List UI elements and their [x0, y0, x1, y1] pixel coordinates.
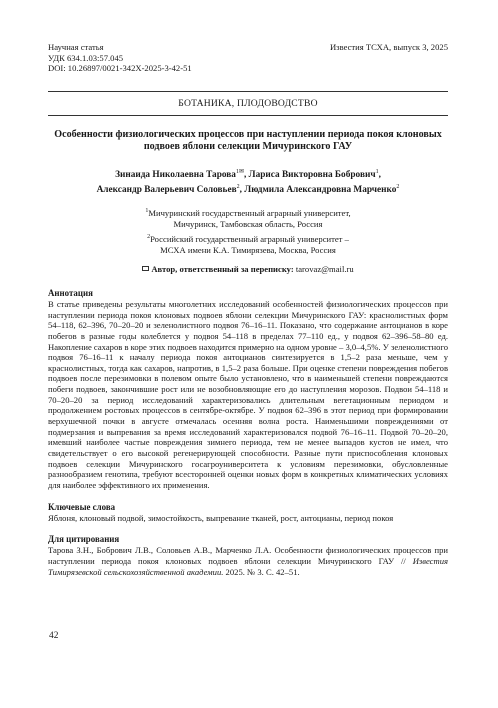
author-affiliation-mark: 2	[396, 184, 400, 191]
author-name: Александр Валерьевич Соловьев	[96, 185, 237, 196]
author-list: Зинаида Николаевна Тарова$^{1✉}$, Лариса Викторовна Бобрович$^1$, Александр Валерьевич Соловьев$^2$, Людмила Александровна Марченко$^2$	[96, 168, 400, 196]
article-type: Научная статья	[48, 42, 104, 52]
correspondence-label: Автор, ответственный за переписку:	[151, 263, 294, 274]
author-affiliation-mark: 2	[236, 184, 240, 191]
citation-journal: Известия Тимирязевской сельскохозяйственной академии.	[48, 556, 448, 577]
citation-heading: Для цитирования	[48, 534, 120, 545]
udk-code: УДК 634.1.03:57.045	[48, 52, 124, 63]
author-affiliation-mark: 1✉	[235, 168, 244, 175]
journal-issue: Известия ТСХА, выпуск 3, 2025	[329, 42, 448, 52]
author-name: Зинаида Николаевна Тарова	[115, 170, 236, 181]
affiliation: $^1$Мичуринский государственный аграрный университет, Мичуринск, Тамбовская область, Россия	[145, 208, 351, 230]
article-title: Особенности физиологических процессов при наступлении периода покоя клоновых подвоев яблони селекции Мичуринского ГАУ	[54, 128, 442, 153]
author-affiliation-mark: 1	[375, 168, 379, 175]
divider	[48, 115, 448, 116]
section-name: БОТАНИКА, ПЛОДОВОДСТВО	[178, 97, 318, 109]
email-link[interactable]: tarovaz@mail.ru	[295, 263, 354, 274]
citation-text: Тарова З.Н., Бобрович Л.В., Соловьев А.В., Марченко Л.А. Особенности физиологических процессов при наступлении периода покоя клоновых подвоев яблони селекции Мичуринского ГАУ // Известия Тимирязевской сельскохозяйственной академии. 2025. № 3. С. 42–51.	[48, 545, 448, 577]
author-name: Людмила Александровна Марченко	[244, 185, 397, 196]
running-header	[48, 42, 448, 74]
divider	[48, 91, 448, 92]
page-number: 42	[49, 631, 59, 641]
doi: DOI: 10.26897/0021-342X-2025-3-42-51	[48, 63, 192, 74]
envelope-icon	[142, 266, 149, 271]
keywords-text: Яблоня, клоновый подвой, зимостойкость, выпревание тканей, рост, антоцианы, период покоя	[48, 512, 394, 523]
keywords-heading: Ключевые слова	[48, 501, 116, 512]
correspondence	[48, 264, 448, 274]
author-name: Лариса Викторовна Бобрович	[248, 170, 376, 181]
affiliation: $^2$Российский государственный аграрный университет – МСХА имени К.А. Тимирязева, Москва, Россия	[147, 233, 349, 255]
abstract-text: В статье приведены результаты многолетних исследований особенностей физиологических процессов при наступлении периода покоя клоновых подвоев яблони селекции Мичуринского ГАУ: краснолистных форм 54–118, 62–396, 70–20–20 и зеленолистного подвоя 76–16–11. Показано, что содержание антоцианов в коре побегов в разные годы колеблется у подвоя 54–118 в пределах 77–110 ед., у подвоя 62–396–58–80 ед. Накопление сахаров в коре этих подвоев находится примерно на одном уровне – 3,0–4,5%. У зеленолистного подвоя 76–16–11 к началу периода покоя антоцианов синтезируется в 1,5–2 раза меньше, чем у краснолистных, тогда как сахаров, напротив, в 1,5–2 раза больше. При оценке степени повреждения побегов подвоев после перезимовки в полевом опыте было установлено, что в наименьшей степени повреждаются побеги подвоев, закончившие рост или не возобновляющие его до наступления морозов. Подвои 54–118 и 70–20–20 за период исследований характеризовались длительным вегетационным периодом и продолжением ростовых процессов в сентябре-октябре. У подвоя 62–396 в этот период при формировании верхушечной почки в августе отмечалась осенняя волна роста. Наименьшими повреждениями от подмерзания и выпревания за время исследований характеризовался подвой 76–16–11. Подвой 70–20–20, имевший наиболее частые повреждения зимнего периода, тем не менее выпадов кустов не имел, что свидетельствует о его высокой регенерирующей способности. Разные пути приспособления клоновых подвоев селекции Мичуринского госагроуниверситета к условиям перезимовки, обусловленные разнообразием генотипа, требуют всесторонней оценки новых форм в конкретных климатических условиях для наиболее эффективного их применения.	[48, 298, 448, 491]
affiliations	[48, 206, 448, 256]
abstract-heading: Аннотация	[48, 287, 93, 298]
